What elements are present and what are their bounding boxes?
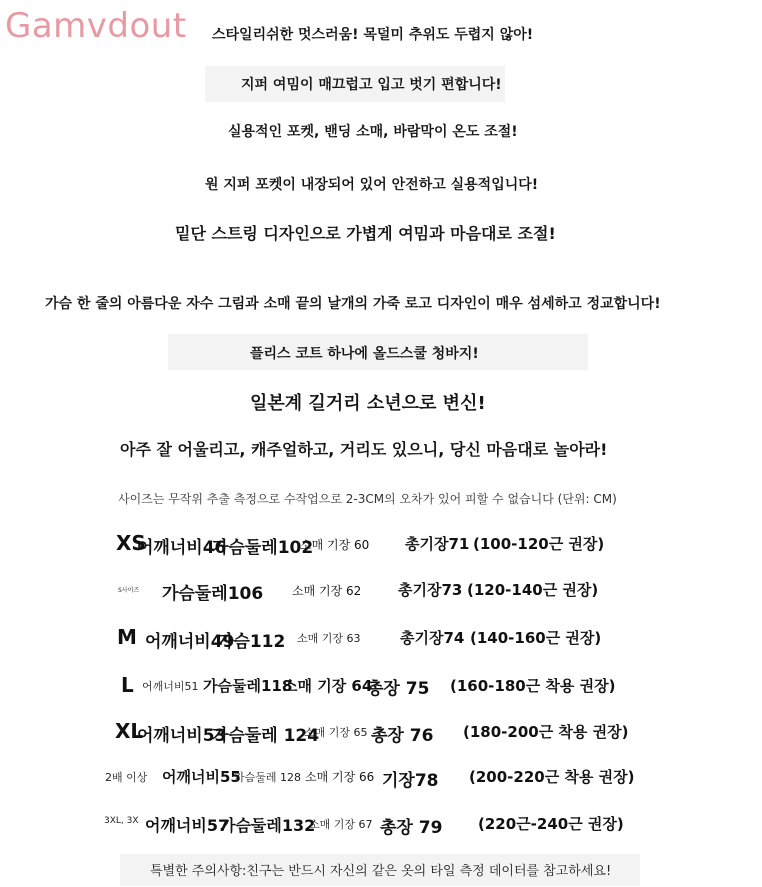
recommend-value: (160-180근 착용 권장): [450, 677, 616, 695]
sleeve-value: 소매 기장 62: [292, 584, 362, 598]
size-label: 3XL, 3X: [104, 816, 139, 826]
size-label: S사이즈: [118, 587, 140, 594]
feature-line-5: 밑단 스트링 디자인으로 가볍게 여밈과 마음대로 조절!: [175, 224, 556, 243]
size-label: M: [117, 625, 137, 649]
sleeve-value: 소매 기장 67: [309, 818, 373, 831]
length-value: 총장 79: [380, 818, 443, 838]
sleeve-value: 소매 기장 63: [297, 632, 361, 645]
sleeve-value: 소매 기장 66: [305, 770, 375, 784]
chest-value: 가슴둘레132: [220, 816, 316, 835]
recommend-value: (120-140근 권장): [467, 581, 599, 599]
chest-value: 가슴112: [217, 632, 286, 652]
shoulder-value: 어깨너비46: [137, 538, 227, 558]
chest-value: 가슴둘레 128: [234, 771, 301, 784]
feature-line-4: 원 지퍼 포켓이 내장되어 있어 안전하고 실용적입니다!: [205, 177, 539, 193]
chest-value: 가슴둘레 124: [212, 726, 320, 746]
feature-line-1: 스타일리쉬한 멋스러움! 목덜미 추위도 두렵지 않아!: [212, 27, 534, 43]
size-label: XL: [115, 719, 144, 743]
footer-note: 특별한 주의사항:친구는 반드시 자신의 같은 옷의 타일 측정 데이터를 참고하세요!: [150, 864, 612, 879]
chest-value: 가슴둘레106: [162, 584, 264, 604]
size-label: 2배 이상: [105, 771, 148, 784]
recommend-value: (220근-240근 권장): [478, 815, 624, 833]
shoulder-value: 어깨너비51: [142, 680, 199, 693]
chest-value: 가슴둘레118: [203, 677, 293, 695]
length-value: 총기장74: [400, 629, 465, 647]
length-value: 총장 76: [371, 726, 434, 746]
size-label: XS: [116, 531, 146, 555]
feature-line-9: 아주 잘 어울리고, 캐주얼하고, 거리도 있으니, 당신 마음대로 놀아라!: [120, 440, 608, 459]
shoulder-value: 어깨너비57: [145, 816, 230, 835]
sleeve-value: 소매 기장 64: [283, 677, 373, 695]
feature-line-2: 지퍼 여밈이 매끄럽고 입고 벗기 편합니다!: [241, 77, 502, 93]
length-value: 기장78: [382, 771, 439, 791]
recommend-value: (100-120근 권장): [473, 535, 605, 553]
brand-watermark: Gamvdout: [5, 6, 187, 46]
length-value: 총기장73: [398, 581, 463, 599]
chest-value: 가슴둘레102: [212, 538, 314, 558]
feature-line-6: 가슴 한 줄의 아름다운 자수 그림과 소매 끝의 날개의 가죽 로고 디자인이 매우 섬세하고 정교합니다!: [45, 296, 661, 312]
recommend-value: (200-220근 착용 권장): [469, 768, 635, 786]
feature-line-8: 일본계 길거리 소년으로 변신!: [250, 393, 486, 414]
recommend-value: (140-160근 권장): [470, 629, 602, 647]
feature-line-3: 실용적인 포켓, 밴딩 소매, 바람막이 온도 조절!: [228, 124, 518, 140]
size-label: L: [121, 673, 134, 697]
size-note: 사이즈는 무작위 추출 측정으로 수작업으로 2-3CM의 오차가 있어 피할 수 없습니다 (단위: CM): [118, 492, 617, 506]
recommend-value: (180-200근 착용 권장): [463, 723, 629, 741]
sleeve-value: 소매 기장 65: [304, 726, 368, 739]
length-value: 총장 75: [367, 679, 430, 699]
sleeve-value: 소매 기장 60: [300, 538, 370, 552]
shoulder-value: 어깨너비53: [137, 726, 227, 746]
shoulder-value: 어깨너비49: [145, 632, 235, 652]
feature-line-7: 플리스 코트 하나에 올드스쿨 청바지!: [250, 346, 479, 362]
shoulder-value: 어깨너비55: [162, 768, 241, 786]
length-value: 총기장71: [405, 535, 470, 553]
